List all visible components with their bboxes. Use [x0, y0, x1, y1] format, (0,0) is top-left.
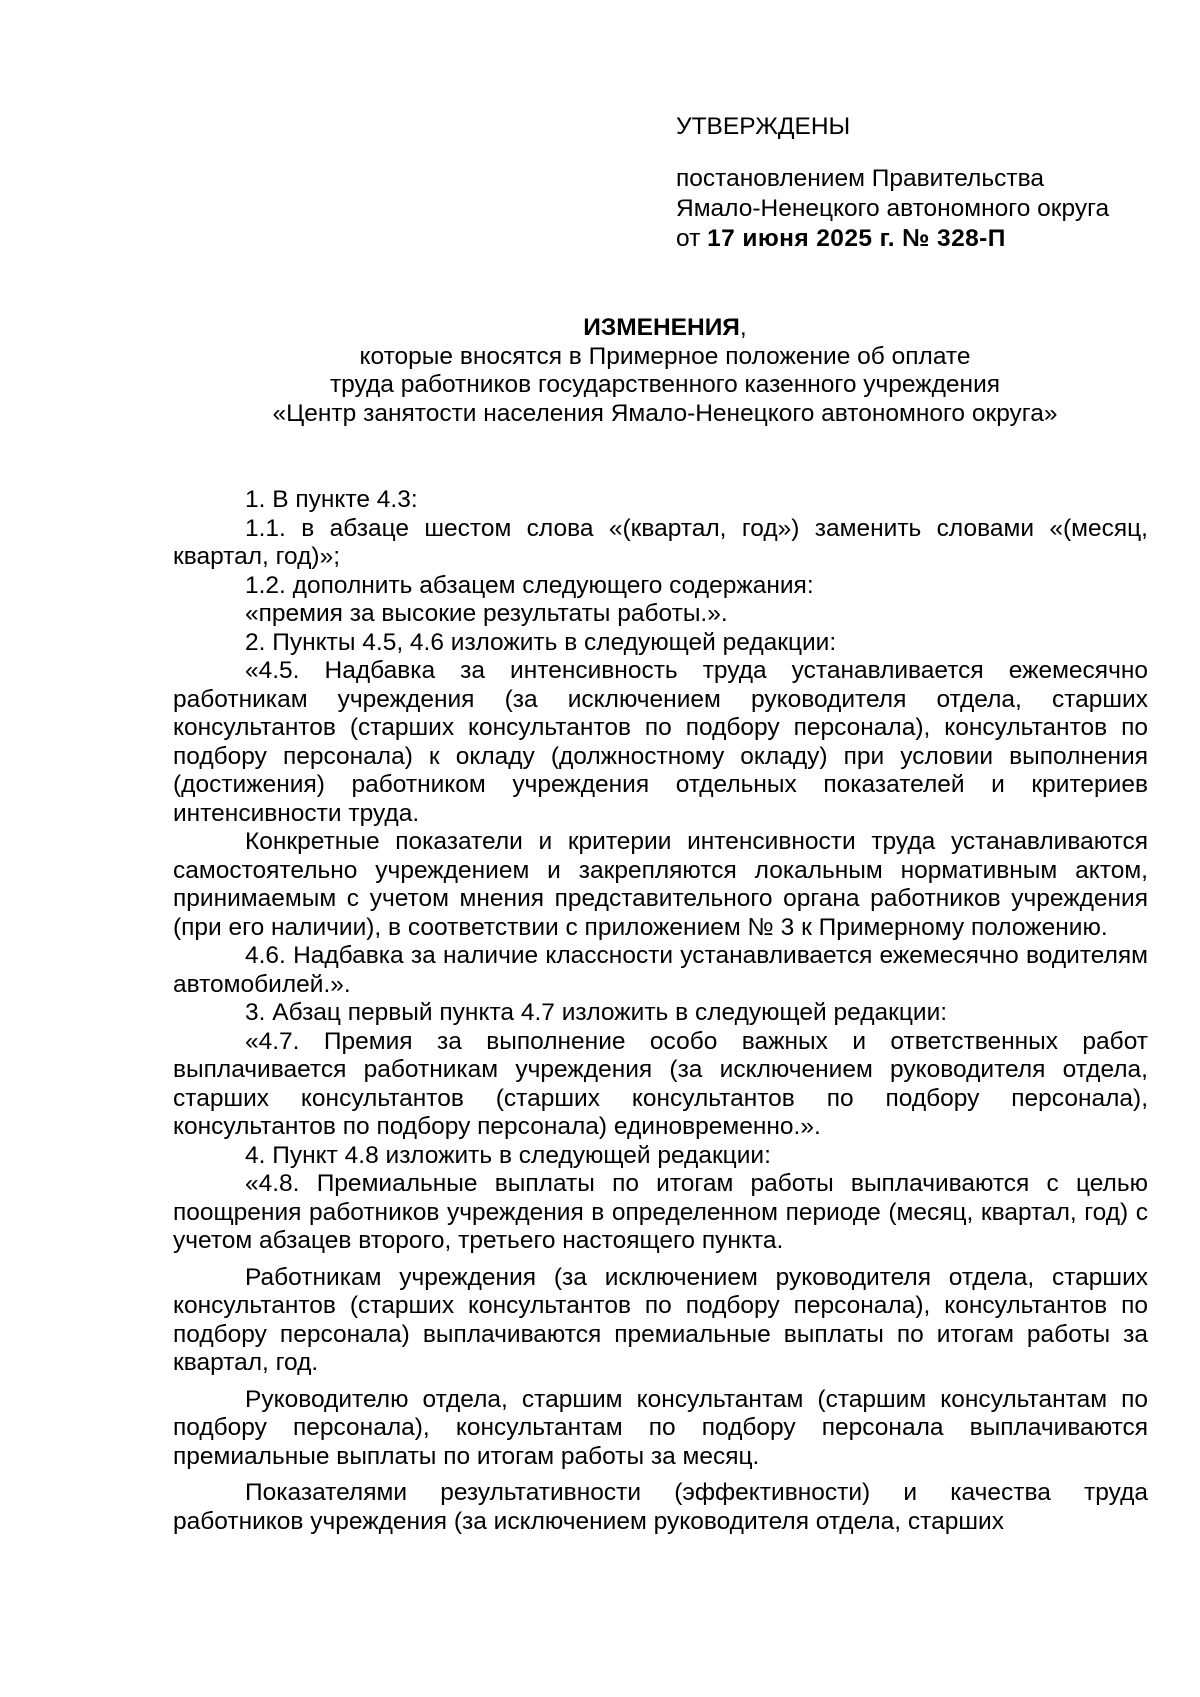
approval-line-1: постановлением Правительства	[676, 165, 1044, 192]
title-subtitle-line-2: труда работников государственного казенного учреждения	[329, 371, 1001, 398]
paragraph: 4. Пункт 4.8 изложить в следующей редакции:	[245, 1141, 771, 1169]
approval-stamp: УТВЕРЖДЕНЫ	[676, 113, 851, 140]
paragraph: «4.5. Надбавка за интенсивность труда устанавливается ежемесячно работникам учреждения (за исключением руководителя отдела, старших консультантов (старших консультантов по подбору персонала), консультантов по подбору персонала) к окладу (должностному окладу) при условии выполнения (достижения) работником учреждения отдельных показателей и критериев интенсивности труда.	[173, 657, 1148, 827]
paragraph: 2. Пункты 4.5, 4.6 изложить в следующей редакции:	[245, 628, 837, 656]
approval-date-prefix: от	[676, 225, 708, 252]
paragraph: Руководителю отдела, старшим консультантам (старшим консультантам по подбору персонала), консультантам по подбору персонала выплачиваются премиальные выплаты по итогам работы за месяц.	[173, 1385, 1148, 1470]
paragraph: Работникам учреждения (за исключением руководителя отдела, старших консультантов (старших консультантов по подбору персонала), консультантов по подбору персонала) выплачиваются премиальные выплаты по итогам работы за квартал, год.	[173, 1263, 1148, 1376]
document-title: ИЗМЕНЕНИЯ	[583, 314, 740, 341]
approval-date-number: 17 июня 2025 г. № 328-П	[707, 225, 1006, 252]
approval-block	[676, 112, 1146, 254]
title-block	[170, 314, 1160, 428]
paragraph: «4.8. Премиальные выплаты по итогам работы выплачиваются с целью поощрения работников учреждения в определенном периоде (месяц, квартал, год) с учетом абзацев второго, третьего настоящего пункта.	[173, 1170, 1148, 1254]
paragraph: 4.6. Надбавка за наличие классности устанавливается ежемесячно водителям автомобилей.».	[173, 942, 1148, 998]
title-subtitle-line-3: «Центр занятости населения Ямало-Ненецкого автономного округа»	[272, 399, 1058, 427]
approval-date-line	[676, 224, 1146, 254]
document-body	[173, 486, 1148, 1536]
paragraph: 1. В пункте 4.3:	[245, 486, 418, 513]
paragraph: 1.1. в абзаце шестом слова «(квартал, год») заменить словами «(месяц, квартал, год)»;	[173, 514, 1148, 570]
document-title-suffix: ,	[739, 314, 747, 341]
title-main-line	[170, 314, 1160, 343]
paragraph: 3. Абзац первый пункта 4.7 изложить в следующей редакции:	[245, 999, 948, 1026]
paragraph: «премия за высокие результаты работы.».	[245, 600, 728, 627]
title-subtitle-line-1: которые вносятся в Примерное положение об оплате	[359, 342, 971, 370]
paragraph: Показателями результативности (эффективности) и качества труда работников учреждения (за исключением руководителя отдела, старших	[173, 1479, 1148, 1535]
paragraph: 1.2. дополнить абзацем следующего содержания:	[245, 571, 814, 599]
paragraph: Конкретные показатели и критерии интенсивности труда устанавливаются самостоятельно учреждением и закрепляются локальным нормативным актом, принимаемым с учетом мнения представительного органа работников учреждения (при его наличии), в соответствии с приложением № 3 к Примерному положению.	[173, 828, 1148, 941]
paragraph: «4.7. Премия за выполнение особо важных и ответственных работ выплачивается работникам учреждения (за исключением руководителя отдела, старших консультантов (старших консультантов по подбору персонала), консультантов по подбору персонала) единовременно.».	[173, 1027, 1148, 1140]
approval-line-2: Ямало-Ненецкого автономного округа	[676, 195, 1110, 222]
